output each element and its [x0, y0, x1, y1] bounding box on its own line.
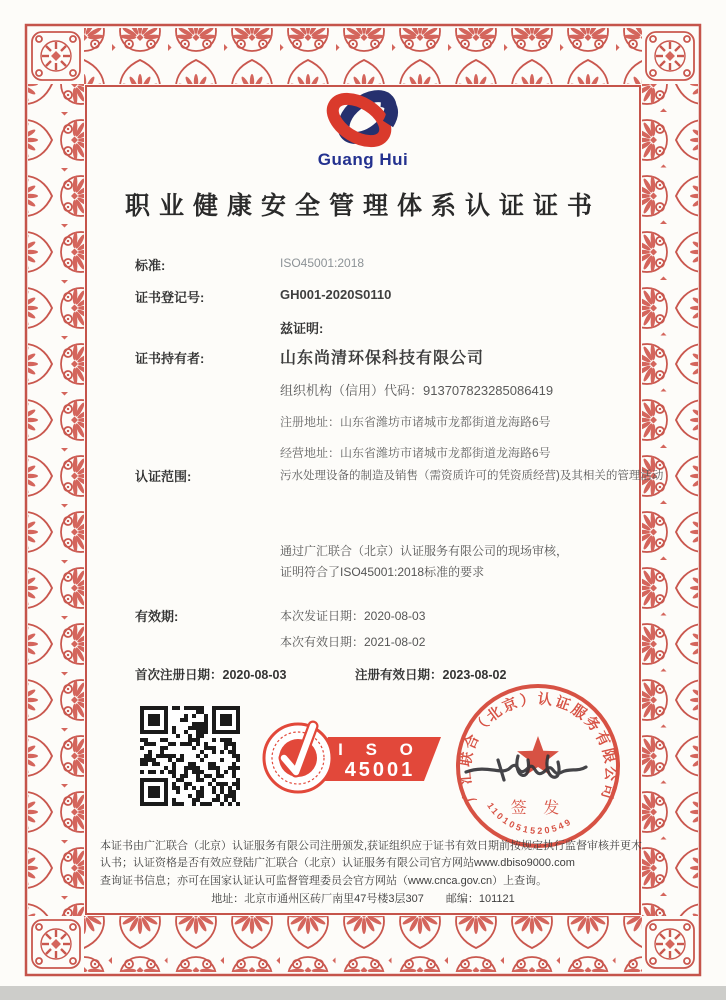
certify-intro: 兹证明: [280, 321, 324, 336]
cert-no-label: 证书登记号: [135, 290, 205, 305]
standard-value: ISO45001:2018 [280, 256, 365, 270]
footer-address: 地址：北京市通州区砖厂南里47号楼3层307 邮编：101121 [211, 893, 515, 905]
scope-label: 认证范围: [135, 469, 192, 484]
issue-date: 本次发证日期：2020-08-03 [280, 609, 426, 623]
qr-code [140, 706, 240, 806]
registration-valid-date: 注册有效日期：2023-08-02 [355, 668, 507, 682]
scan-edge-artifact [0, 986, 726, 1000]
seal-number-text: 1101051520549 [485, 800, 573, 836]
iso-45001-badge [256, 720, 446, 796]
seal-company-text: 广汇联合（北京）认证服务有限公司 [457, 691, 619, 805]
valid-date: 本次有效日期：2021-08-02 [280, 635, 426, 649]
footer-line3: 查询证书信息；亦可在国家认证认可监督管理委员会官方网站（www.cnca.gov.cn）上查询。 [100, 875, 548, 887]
cert-no-value: GH001-2020S0110 [280, 287, 392, 302]
audit-line2: 证明符合了ISO45001:2018标准的要求 [280, 565, 485, 579]
footer-line1: 本证书由广汇联合（北京）认证服务有限公司注册颁发,获证组织应于证书有效日期前按规定执行监督审核并更木 [100, 840, 643, 852]
org-code: 组织机构（信用）代码：913707823285086419 [280, 383, 554, 398]
footer-line2: 认书；认证资格是否有效应登陆广汇联合（北京）认证服务有限公司官方网站www.dbiso9000.com [100, 857, 575, 869]
validity-label: 有效期: [135, 609, 179, 624]
guanghui-logo [293, 86, 433, 152]
badge-iso-text: I S O [338, 740, 422, 759]
holder-value: 山东尚清环保科技有限公司 [280, 350, 485, 367]
holder-label: 证书持有者: [135, 351, 205, 366]
business-address: 经营地址：山东省潍坊市诸城市龙都街道龙海路6号 [280, 446, 551, 460]
registered-address: 注册地址：山东省潍坊市诸城市龙都街道龙海路6号 [280, 415, 551, 429]
standard-label: 标准: [135, 258, 166, 273]
signature [466, 756, 586, 780]
audit-line1: 通过广汇联合（北京）认证服务有限公司的现场审核， [280, 544, 569, 558]
logo-knot-icon [325, 88, 398, 150]
badge-number-text: 45001 [344, 759, 416, 781]
first-registration-date: 首次注册日期：2020-08-03 [135, 668, 287, 682]
company-seal [452, 680, 624, 852]
scope-value: 污水处理设备的制造及销售（需资质许可的凭资质经营)及其相关的管理活动 [280, 470, 664, 482]
seal-issue-text: 签 发 [510, 800, 566, 817]
logo-wordmark: Guang Hui [317, 150, 409, 169]
certificate-title: 职业健康安全管理体系认证证书 [124, 192, 601, 220]
